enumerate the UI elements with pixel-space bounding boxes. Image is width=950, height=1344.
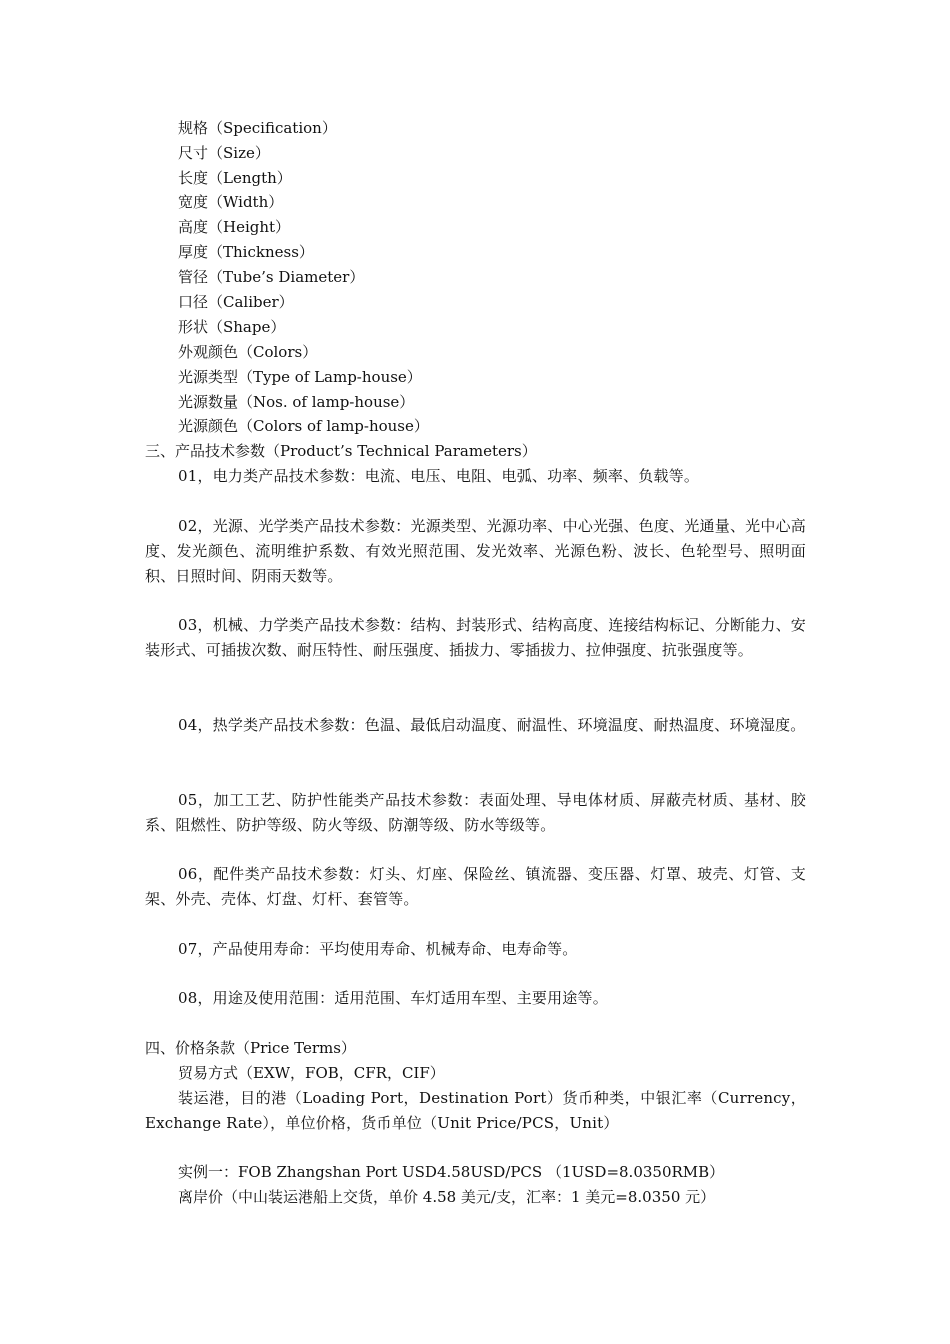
paragraph-06-accessories: 06，配件类产品技术参数：灯头、灯座、保险丝、镇流器、变压器、灯罩、玻壳、灯管、支架、外壳、壳体、灯盘、灯杆、套管等。 bbox=[145, 865, 806, 908]
spec-item-height: 高度（Height） bbox=[178, 218, 291, 236]
paragraph-03-mechanical: 03，机械、力学类产品技术参数：结构、封装形式、结构高度、连接结构标记、分断能力、安装形式、可插拔次数、耐压特性、耐压强度、插拔力、零插拔力、拉伸强度、抗张强度等。 bbox=[145, 616, 806, 659]
section-3-heading: 三、产品技术参数（Product’s Technical Parameters） bbox=[145, 442, 537, 460]
spec-item-thickness: 厚度（Thickness） bbox=[178, 243, 314, 261]
spec-item-shape: 形状（Shape） bbox=[178, 318, 286, 336]
example-1: 实例一：FOB Zhangshan Port USD4.58USD/PCS （1USD=8.0350RMB） bbox=[178, 1163, 725, 1181]
spec-item-lamp-colors: 光源颜色（Colors of lamp-house） bbox=[178, 417, 429, 435]
spec-item-tube-diameter: 管径（Tube’s Diameter） bbox=[178, 268, 365, 286]
spec-item-caliber: 口径（Caliber） bbox=[178, 293, 294, 311]
example-1-chinese: 离岸价（中山装运港船上交货，单价 4.58 美元/支，汇率：1 美元=8.0350 元） bbox=[178, 1188, 716, 1206]
ports-currency-text: 装运港，目的港（Loading Port，Destination Port）货币种类，中银汇率（Currency，Exchange Rate），单位价格，货币单位（Unit Price/PCS，Unit） bbox=[145, 1089, 806, 1132]
paragraph-05-process: 05，加工工艺、防护性能类产品技术参数：表面处理、导电体材质、屏蔽壳材质、基材、胶系、阻燃性、防护等级、防火等级、防潮等级、防水等级等。 bbox=[145, 791, 806, 834]
paragraph-02-optical: 02，光源、光学类产品技术参数：光源类型、光源功率、中心光强、色度、光通量、光中心高度、发光颜色、流明维护系数、有效光照范围、发光效率、光源色粉、波长、色轮型号、照明面积、日照时间、阴雨天数等。 bbox=[145, 517, 806, 585]
paragraph-04-thermal: 04，热学类产品技术参数：色温、最低启动温度、耐温性、环境温度、耐热温度、环境湿度。 bbox=[178, 716, 806, 734]
spec-item-length: 长度（Length） bbox=[178, 169, 292, 187]
spec-item-specification: 规格（Specification） bbox=[178, 119, 337, 137]
paragraph-07-lifespan: 07，产品使用寿命：平均使用寿命、机械寿命、电寿命等。 bbox=[178, 940, 578, 958]
spec-item-size: 尺寸（Size） bbox=[178, 144, 270, 162]
spec-item-colors: 外观颜色（Colors） bbox=[178, 343, 318, 361]
spec-item-lamp-type: 光源类型（Type of Lamp-house） bbox=[178, 368, 422, 386]
paragraph-08-usage: 08，用途及使用范围：适用范围、车灯适用车型、主要用途等。 bbox=[178, 989, 608, 1007]
spec-item-lamp-count: 光源数量（Nos. of lamp-house） bbox=[178, 393, 415, 411]
trade-terms: 贸易方式（EXW，FOB，CFR，CIF） bbox=[178, 1064, 445, 1082]
spec-item-width: 宽度（Width） bbox=[178, 193, 284, 211]
paragraph-01-electrical: 01，电力类产品技术参数：电流、电压、电阻、电弧、功率、频率、负载等。 bbox=[178, 467, 700, 485]
section-4-heading: 四、价格条款（Price Terms） bbox=[145, 1039, 356, 1057]
